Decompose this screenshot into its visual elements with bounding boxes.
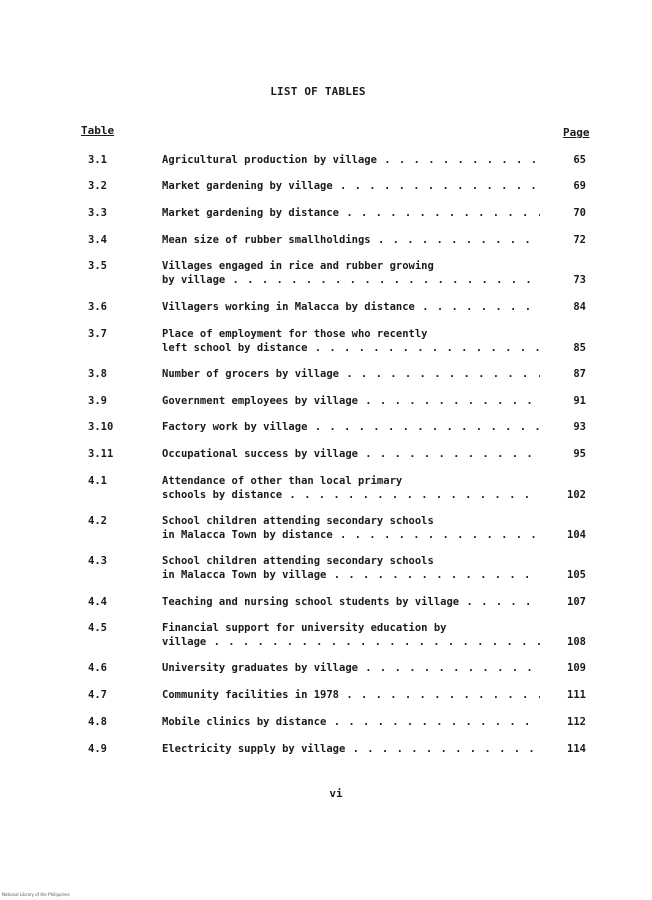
page-reference: 73 — [573, 273, 586, 286]
page-number: vi — [329, 787, 343, 800]
page-reference: 69 — [573, 180, 586, 192]
table-number: 4.1 — [88, 475, 107, 487]
table-number: 4.7 — [88, 689, 107, 701]
table-title — [162, 328, 540, 355]
table-number: 3.10 — [88, 421, 114, 433]
table-title — [162, 689, 540, 703]
table-title-line: Mobile clinics by distance . . . — [162, 716, 540, 728]
table-number: 3.7 — [88, 328, 107, 340]
table-title-line: Villagers working in Malacca by distance . . . — [162, 301, 540, 313]
table-title — [162, 515, 540, 542]
table-title — [162, 475, 540, 502]
table-title-line: Occupational success by village . . . — [162, 448, 540, 460]
table-title-line: School children attending secondary schools — [162, 555, 434, 567]
table-title-line: Market gardening by distance . . . — [162, 207, 540, 219]
page-reference: 107 — [567, 596, 586, 608]
table-title — [162, 207, 540, 221]
table-title — [162, 448, 540, 462]
table-title-line: in Malacca Town by village . . . — [162, 569, 540, 581]
page-reference: 84 — [573, 301, 586, 313]
table-title-line: Place of employment for those who recently — [162, 328, 428, 340]
table-title-line: University graduates by village . . . — [162, 662, 540, 674]
table-number: 3.5 — [88, 260, 107, 272]
table-column-header: Table — [81, 124, 115, 137]
table-number: 3.1 — [88, 154, 107, 166]
table-title-line: Number of grocers by village . . . — [162, 368, 540, 380]
table-number: 4.3 — [88, 555, 107, 567]
table-number: 4.4 — [88, 596, 107, 608]
table-title — [162, 555, 540, 582]
scan-watermark: National Library of the Philippines — [2, 892, 70, 897]
page-reference: 112 — [567, 716, 586, 728]
page-reference: 91 — [573, 395, 586, 407]
page-reference: 102 — [567, 488, 586, 501]
table-number: 4.9 — [88, 743, 107, 755]
page-reference: 108 — [567, 635, 586, 648]
table-number: 4.8 — [88, 716, 107, 728]
table-number: 3.9 — [88, 395, 107, 407]
table-number: 4.5 — [88, 622, 107, 634]
table-title-line: left school by distance . . . — [162, 342, 540, 354]
table-number: 4.2 — [88, 515, 107, 527]
table-title — [162, 743, 540, 757]
table-title-line: Attendance of other than local primary — [162, 475, 403, 487]
table-title — [162, 596, 540, 610]
page-reference: 85 — [573, 341, 586, 354]
table-title-line: Community facilities in 1978 . . . — [162, 689, 540, 701]
table-title-line: Factory work by village . . . — [162, 421, 540, 433]
table-number: 3.4 — [88, 234, 107, 246]
table-title — [162, 662, 540, 676]
table-title-line: Financial support for university education by — [162, 622, 447, 634]
table-title — [162, 368, 540, 382]
page-reference: 114 — [567, 743, 586, 755]
table-title-line: Electricity supply by village . . . — [162, 743, 540, 755]
table-title-line: Teaching and nursing school students by village . . . — [162, 596, 540, 608]
table-title — [162, 301, 540, 315]
page-reference: 72 — [573, 234, 586, 246]
page-reference: 65 — [573, 154, 586, 166]
page-reference: 111 — [567, 689, 586, 701]
page-reference: 109 — [567, 662, 586, 674]
table-title-line: Villages engaged in rice and rubber growing — [162, 260, 434, 272]
table-title-line: by village . . . — [162, 274, 540, 286]
table-number: 3.8 — [88, 368, 107, 380]
table-title — [162, 716, 540, 730]
page-reference: 87 — [573, 368, 586, 380]
table-title-line: schools by distance . . . — [162, 489, 540, 501]
page-reference: 70 — [573, 207, 586, 219]
table-number: 3.6 — [88, 301, 107, 313]
page-reference: 95 — [573, 448, 586, 460]
table-title-line: Mean size of rubber smallholdings . . . — [162, 234, 540, 246]
table-title-line: School children attending secondary schools — [162, 515, 434, 527]
table-title — [162, 234, 540, 248]
table-title-line: in Malacca Town by distance . . . — [162, 529, 540, 541]
table-number: 4.6 — [88, 662, 107, 674]
table-title — [162, 260, 540, 287]
page-title: LIST OF TABLES — [270, 85, 366, 98]
table-title-line: Market gardening by village . . . — [162, 180, 540, 192]
table-title — [162, 622, 540, 649]
table-title — [162, 180, 540, 194]
table-title — [162, 395, 540, 409]
page-reference: 93 — [573, 421, 586, 433]
table-title-line: village . . . — [162, 636, 540, 648]
table-title — [162, 154, 540, 168]
table-title — [162, 421, 540, 435]
table-title-line: Agricultural production by village . . . — [162, 154, 540, 166]
table-title-line: Government employees by village . . . — [162, 395, 540, 407]
page-reference: 105 — [567, 568, 586, 581]
table-number: 3.11 — [88, 448, 114, 460]
page-column-header: Page — [563, 126, 590, 139]
table-number: 3.3 — [88, 207, 107, 219]
table-number: 3.2 — [88, 180, 107, 192]
page-reference: 104 — [567, 528, 586, 541]
